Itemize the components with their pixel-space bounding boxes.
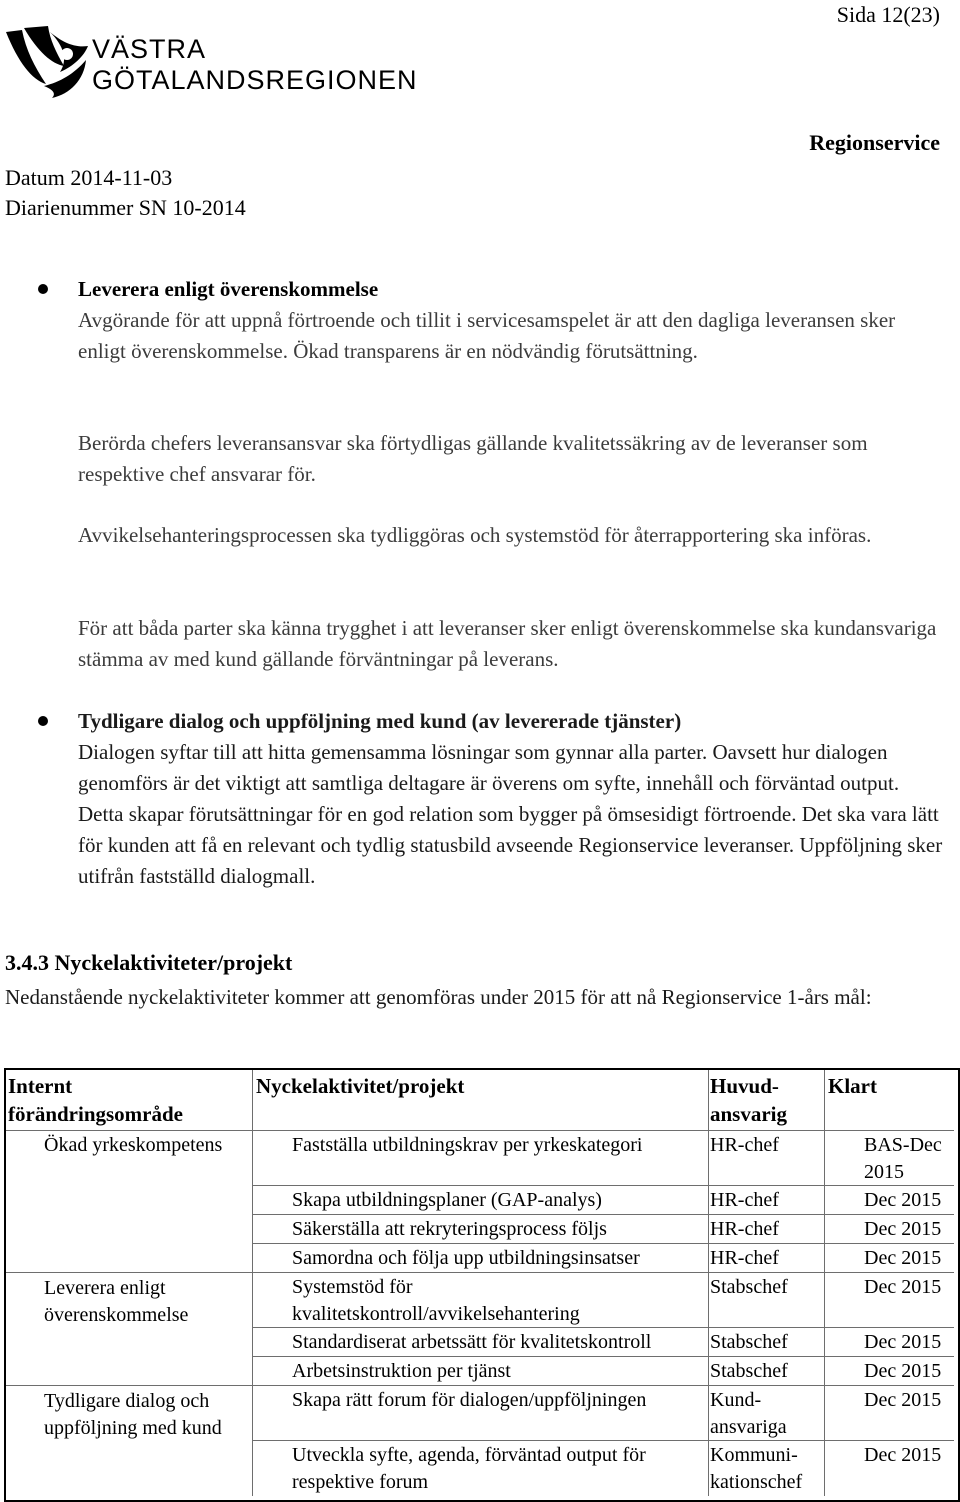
owner-cell: HR-chef xyxy=(710,1189,779,1211)
header-activity: Nyckelaktivitet/projekt xyxy=(256,1074,465,1098)
area-cell: Tydligare dialog och uppföljning med kund xyxy=(44,1390,222,1439)
done-cell: Dec 2015 xyxy=(864,1247,942,1269)
section-heading: Leverera enligt överenskommelse xyxy=(78,277,379,301)
activity-cell: Säkerställa att rekryteringsprocess följs xyxy=(292,1218,607,1240)
owner-cell: Stabschef xyxy=(710,1331,788,1353)
activity-cell: Samordna och följa upp utbildningsinsatser xyxy=(292,1247,640,1269)
done-cell: Dec 2015 xyxy=(864,1276,942,1298)
doc-ref-number: Diarienummer SN 10-2014 xyxy=(5,195,246,220)
done-cell: Dec 2015 xyxy=(864,1360,942,1382)
section-heading: Tydligare dialog och uppföljning med kund (av levererade tjänster) xyxy=(78,709,682,733)
owner-cell: Kund-ansvariga xyxy=(710,1389,787,1438)
owner-cell: HR-chef xyxy=(710,1218,779,1240)
logo-line-2: GÖTALANDSREGIONEN xyxy=(92,65,418,95)
owner-cell: Stabschef xyxy=(710,1276,788,1298)
owner-cell: Stabschef xyxy=(710,1360,788,1382)
header-area: Internt förändringsområde xyxy=(8,1074,183,1126)
paragraph: Berörda chefers leveransansvar ska förtydligas gällande kvalitetssäkring av de leveranser som respektive chef ansvarar för. xyxy=(78,431,868,486)
done-cell: Dec 2015 xyxy=(864,1189,942,1211)
paragraph: För att båda parter ska känna trygghet i att leveranser sker enligt överenskommelse ska kundansvariga stämma av med kund gällande förväntningar på leverans. xyxy=(78,616,937,671)
done-cell: BAS-Dec 2015 xyxy=(864,1134,942,1183)
doc-date: Datum 2014-11-03 xyxy=(5,165,173,190)
page-number: Sida 12(23) xyxy=(836,2,940,27)
area-cell: Leverera enligt överenskommelse xyxy=(44,1277,189,1326)
activity-cell: Utveckla syfte, agenda, förväntad output för respektive forum xyxy=(292,1444,646,1493)
org-name: Regionservice xyxy=(809,130,940,155)
activity-cell: Systemstöd för kvalitetskontroll/avvikelsehantering xyxy=(292,1276,580,1325)
activity-cell: Standardiserat arbetssätt för kvalitetskontroll xyxy=(292,1331,652,1353)
paragraph: Dialogen syftar till att hitta gemensamma lösningar som gynnar alla parter. Oavsett hur dialogen genomförs är det viktigt att samtliga deltagare är överens om syfte, innehåll och förväntad output. Detta skapar förutsättningar för en god relation som bygger på ömsesidigt förtroende. Det ska vara lätt för kunden att få en relevant och tydlig statusbild avseende Regionservice leveranser. Uppföljning sker utifrån fastställd dialogmall. xyxy=(78,740,943,888)
owner-cell: HR-chef xyxy=(710,1247,779,1269)
activity-cell: Skapa rätt forum för dialogen/uppföljningen xyxy=(292,1389,647,1411)
logo-wordmark xyxy=(92,36,418,94)
subsection-intro: Nedanstående nyckelaktiviteter kommer att genomföras under 2015 för att nå Regionservice 1-års mål: xyxy=(5,985,872,1009)
subsection-title: 3.4.3 Nyckelaktiviteter/projekt xyxy=(5,950,293,975)
area-cell: Ökad yrkeskompetens xyxy=(44,1134,223,1156)
paragraph: Avgörande för att uppnå förtroende och tillit i servicesamspelet är att den dagliga leveransen sker enligt överenskommelse. Ökad transparens är en nödvändig förutsättning. xyxy=(78,308,896,363)
header-done: Klart xyxy=(828,1074,877,1098)
key-activities-table xyxy=(4,1068,960,1502)
done-cell: Dec 2015 xyxy=(864,1218,942,1240)
paragraph: Avvikelsehanteringsprocessen ska tydliggöras och systemstöd för återrapportering ska införas. xyxy=(78,523,872,547)
logo-line-1: VÄSTRA xyxy=(92,34,207,64)
done-cell: Dec 2015 xyxy=(864,1331,942,1353)
done-cell: Dec 2015 xyxy=(864,1389,942,1411)
bullet-icon xyxy=(38,284,48,294)
activity-cell: Skapa utbildningsplaner (GAP-analys) xyxy=(292,1189,602,1211)
activity-cell: Arbetsinstruktion per tjänst xyxy=(292,1360,511,1382)
bullet-icon xyxy=(38,716,48,726)
owner-cell: Kommuni-kationschef xyxy=(710,1444,803,1493)
done-cell: Dec 2015 xyxy=(864,1444,942,1466)
header-owner: Huvud-ansvarig xyxy=(710,1074,788,1126)
owner-cell: HR-chef xyxy=(710,1134,779,1156)
activity-cell: Fastställa utbildningskrav per yrkeskategori xyxy=(292,1134,643,1156)
